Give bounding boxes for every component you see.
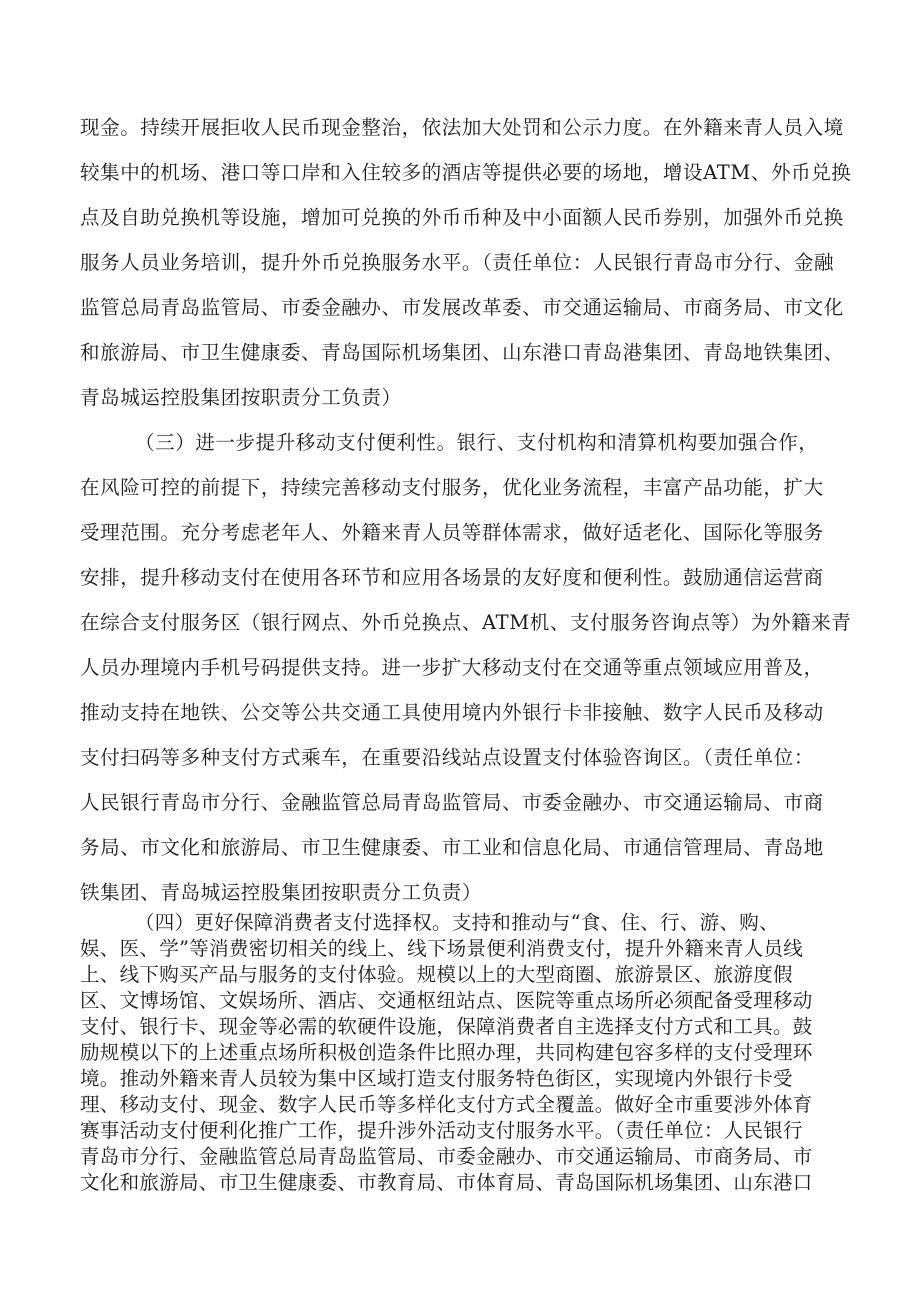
text-line: 推动支持在地铁、公交等公共交通工具使用境内外银行卡非接触、数字人民币及移动 xyxy=(80,701,824,724)
text-line: 文化和旅游局、市卫生健康委、市教育局、市体育局、青岛国际机场集团、山东港口 xyxy=(80,1171,813,1194)
text-line: 娱、医、学”等消费密切相关的线上、线下场景便利消费支付，提升外籍来青人员线 xyxy=(80,937,804,960)
text-line: 和旅游局、市卫生健康委、青岛国际机场集团、山东港口青岛港集团、青岛地铁集团、 xyxy=(80,341,844,364)
text-line: 务局、市文化和旅游局、市卫生健康委、市工业和信息化局、市通信管理局、青岛地 xyxy=(80,836,824,859)
text-line: 青岛市分行、金融监管总局青岛监管局、市委金融办、市交通运输局、市商务局、市 xyxy=(80,1145,813,1168)
text-line: 励规模以下的上述重点场所积极创造条件比照办理，共同构建包容多样的支付受理环 xyxy=(80,1041,813,1064)
paragraph-heading-line: （四）更好保障消费者支付选择权。支持和推动与“食、住、行、游、购、 xyxy=(135,911,779,934)
text-line: 境。推动外籍来青人员较为集中区域打造支付服务特色街区，实现境内外银行卡受 xyxy=(80,1067,793,1090)
text-line: 监管总局青岛监管局、市委金融办、市发展改革委、市交通运输局、市商务局、市文化 xyxy=(80,296,844,319)
text-line: 上、线下购买产品与服务的支付体验。规模以上的大型商圈、旅游景区、旅游度假 xyxy=(80,963,793,986)
text-line: 青岛城运控股集团按职责分工负责） xyxy=(80,386,402,409)
text-line: 安排，提升移动支付在使用各环节和应用各场景的友好度和便利性。鼓励通信运营商 xyxy=(80,566,824,589)
text-line: 在综合支付服务区（银行网点、外币兑换点、ATM机、支付服务咨询点等）为外籍来青 xyxy=(80,611,852,634)
text-line: 支付扫码等多种支付方式乘车，在重要沿线站点设置支付体验咨询区。（责任单位： xyxy=(80,746,814,769)
paragraph-heading-line: （三）进一步提升移动支付便利性。银行、支付机构和清算机构要加强合作， xyxy=(135,431,819,454)
text-line: 人民银行青岛市分行、金融监管总局青岛监管局、市委金融办、市交通运输局、市商 xyxy=(80,791,824,814)
text-line: 点及自助兑换机等设施，增加可兑换的外币币种及中小面额人民币券别，加强外币兑换 xyxy=(80,206,844,229)
text-line: 受理范围。充分考虑老年人、外籍来青人员等群体需求，做好适老化、国际化等服务 xyxy=(80,521,824,544)
text-line: 铁集团、青岛城运控股集团按职责分工负责） xyxy=(80,881,483,904)
text-line: 较集中的机场、港口等口岸和入住较多的酒店等提供必要的场地，增设ATM、外币兑换 xyxy=(80,161,852,184)
text-line: 在风险可控的前提下，持续完善移动支付服务，优化业务流程，丰富产品功能，扩大 xyxy=(80,476,824,499)
text-line: 人员办理境内手机号码提供支持。进一步扩大移动支付在交通等重点领域应用普及， xyxy=(80,656,824,679)
text-line: 服务人员业务培训，提升外币兑换服务水平。（责任单位：人民银行青岛市分行、金融 xyxy=(80,251,835,274)
text-line: 现金。持续开展拒收人民币现金整治，依法加大处罚和公示力度。在外籍来青人员入境 xyxy=(80,116,844,139)
text-line: 赛事活动支付便利化推广工作，提升涉外活动支付服务水平。（责任单位：人民银行 xyxy=(80,1119,803,1142)
text-line: 区、文博场馆、文娱场所、酒店、交通枢纽站点、医院等重点场所必须配备受理移动 xyxy=(80,989,813,1012)
text-line: 理、移动支付、现金、数字人民币等多样化支付方式全覆盖。做好全市重要涉外体育 xyxy=(80,1093,813,1116)
text-line: 支付、银行卡、现金等必需的软硬件设施，保障消费者自主选择支付方式和工具。鼓 xyxy=(80,1015,813,1038)
